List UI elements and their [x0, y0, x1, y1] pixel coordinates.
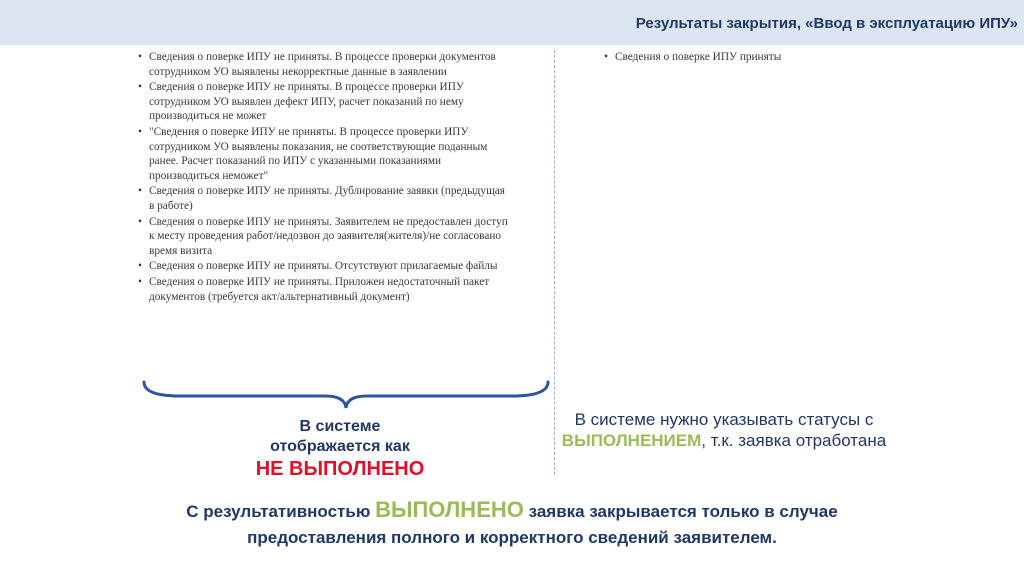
- caption-line: отображается как: [270, 438, 410, 455]
- caption-text: , т.к. заявка отработана: [701, 431, 887, 450]
- bottom-note: [120, 497, 904, 551]
- status-done-highlight: ВЫПОЛНЕНИЕМ: [561, 431, 702, 450]
- status-done-highlight: ВЫПОЛНЕНО: [375, 497, 524, 522]
- list-item: • Сведения о поверке ИПУ не приняты. Отсутствуют прилагаемые файлы: [132, 259, 512, 274]
- note-text: заявка закрывается только в случае предоставления полного и корректного сведений заявителем.: [247, 502, 838, 547]
- list-item: • Сведения о поверке ИПУ приняты: [598, 50, 958, 65]
- list-item: • Сведения о поверке ИПУ не приняты. Заявителем не предоставлен доступ к месту проведения работ/недозвон до заявителя(жителя)/не согласовано время визита: [132, 215, 512, 259]
- list-item: • Сведения о поверке ИПУ не приняты. Дублирование заявки (предыдущая в работе): [132, 184, 512, 213]
- list-item: • Сведения о поверке ИПУ не приняты. В процессе проверки документов сотрудником УО выявлены некорректные данные в заявлении: [132, 50, 512, 79]
- caption-text: В системе нужно указывать статусы с: [574, 410, 874, 429]
- list-item: • "Сведения о поверке ИПУ не приняты. В процессе проверки ИПУ сотрудником УО выявлены показания, не соответствующие поданным ранее. Расчет показаний по ИПУ с указанными показаниями производиться неможет": [132, 125, 512, 183]
- header-bar: [0, 0, 1024, 45]
- left-caption: [200, 417, 480, 457]
- caption-line: В системе: [299, 418, 381, 435]
- list-item: • Сведения о поверке ИПУ не приняты. В процессе проверки ИПУ сотрудником УО выявлен дефект ИПУ, расчет показаний по нему производиться не может: [132, 80, 512, 124]
- list-item: • Сведения о поверке ИПУ не приняты. Приложен недостаточный пакет документов (требуется акт/альтернативный документ): [132, 275, 512, 304]
- right-status-list: [598, 50, 958, 66]
- right-caption: [554, 409, 894, 451]
- note-text: С результативностью: [186, 502, 376, 521]
- page-title: Результаты закрытия, «Ввод в эксплуатацию ИПУ»: [635, 15, 1018, 32]
- curly-brace-icon: [140, 376, 552, 412]
- left-status-list: [132, 50, 512, 305]
- status-not-done: НЕ ВЫПОЛНЕНО: [255, 458, 425, 480]
